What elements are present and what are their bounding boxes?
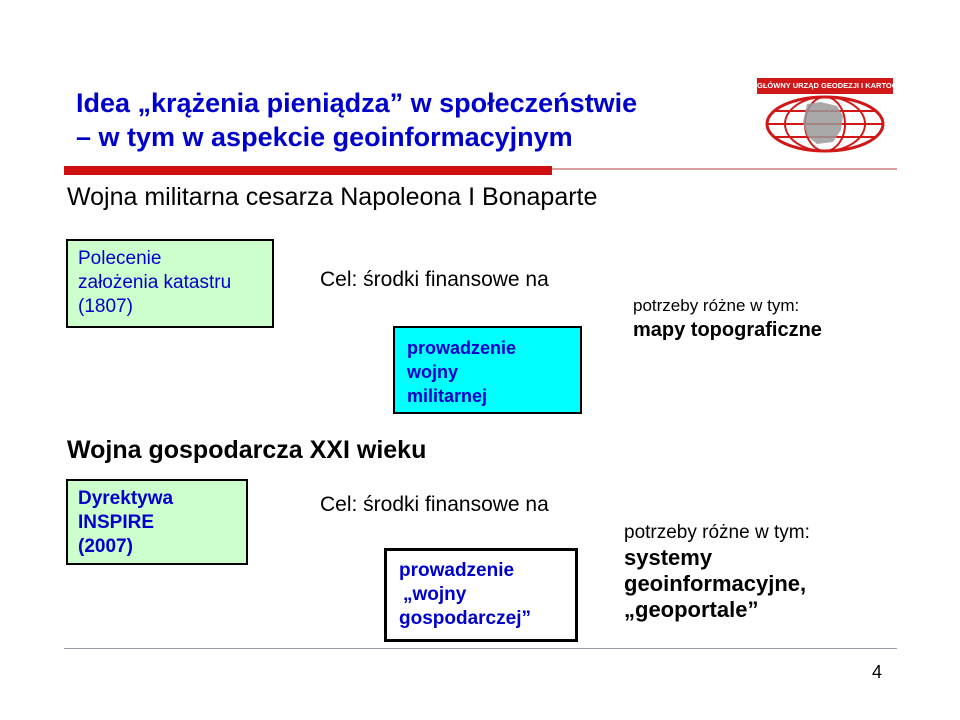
section1-box-line: założenia katastru <box>78 272 232 293</box>
section1-goal: Cel: środki finansowe na <box>320 268 549 291</box>
section2-purpose-line: gospodarczej” <box>399 608 531 629</box>
section2-purpose-box <box>384 548 578 642</box>
section1-purpose-line: prowadzenie <box>407 338 517 358</box>
section2-purpose-line: prowadzenie <box>399 560 515 581</box>
section1-needs-label: potrzeby różne w tym: <box>633 296 800 315</box>
section1-purpose-box <box>393 326 582 414</box>
section2-purpose-line: „wojny <box>403 584 467 605</box>
logo-text: GŁÓWNY URZĄD GEODEZJI I KARTOGRAFII <box>757 78 893 94</box>
slide-title-line-1: Idea „krążenia pieniądza” w społeczeństwie <box>76 88 638 118</box>
section2-source-box <box>66 479 248 565</box>
section2-box-line: Dyrektywa <box>78 488 174 509</box>
section1-heading: Wojna militarna cesarza Napoleona I Bonaparte <box>67 183 598 211</box>
page-number: 4 <box>872 662 883 682</box>
section2-box-line: INSPIRE <box>78 512 155 533</box>
section2-box-line: (2007) <box>78 536 133 557</box>
section2-needs-label: potrzeby różne w tym: <box>624 522 810 543</box>
title-divider-red <box>64 166 552 175</box>
section2-needs-value-1: systemy <box>624 545 713 570</box>
gugik-logo <box>757 78 918 154</box>
section1-box-line: Polecenie <box>78 248 162 269</box>
footer-rule <box>64 648 897 649</box>
slide-title-line-2: – w tym w aspekcie geoinformacyjnym <box>76 122 573 152</box>
section1-purpose-line: militarnej <box>407 386 488 406</box>
section2-goal: Cel: środki finansowe na <box>320 493 549 516</box>
section2-needs-value-2: geoinformacyjne, <box>624 571 807 596</box>
title-divider-thin <box>552 168 897 170</box>
section2-needs-value-3: „geoportale” <box>624 597 759 622</box>
section1-source-box <box>66 239 274 328</box>
globe-icon <box>757 94 893 154</box>
section2-heading: Wojna gospodarcza XXI wieku <box>67 436 427 464</box>
section1-purpose-line: wojny <box>407 362 459 382</box>
section1-box-line: (1807) <box>78 296 133 317</box>
section1-needs-value: mapy topograficzne <box>633 319 822 341</box>
